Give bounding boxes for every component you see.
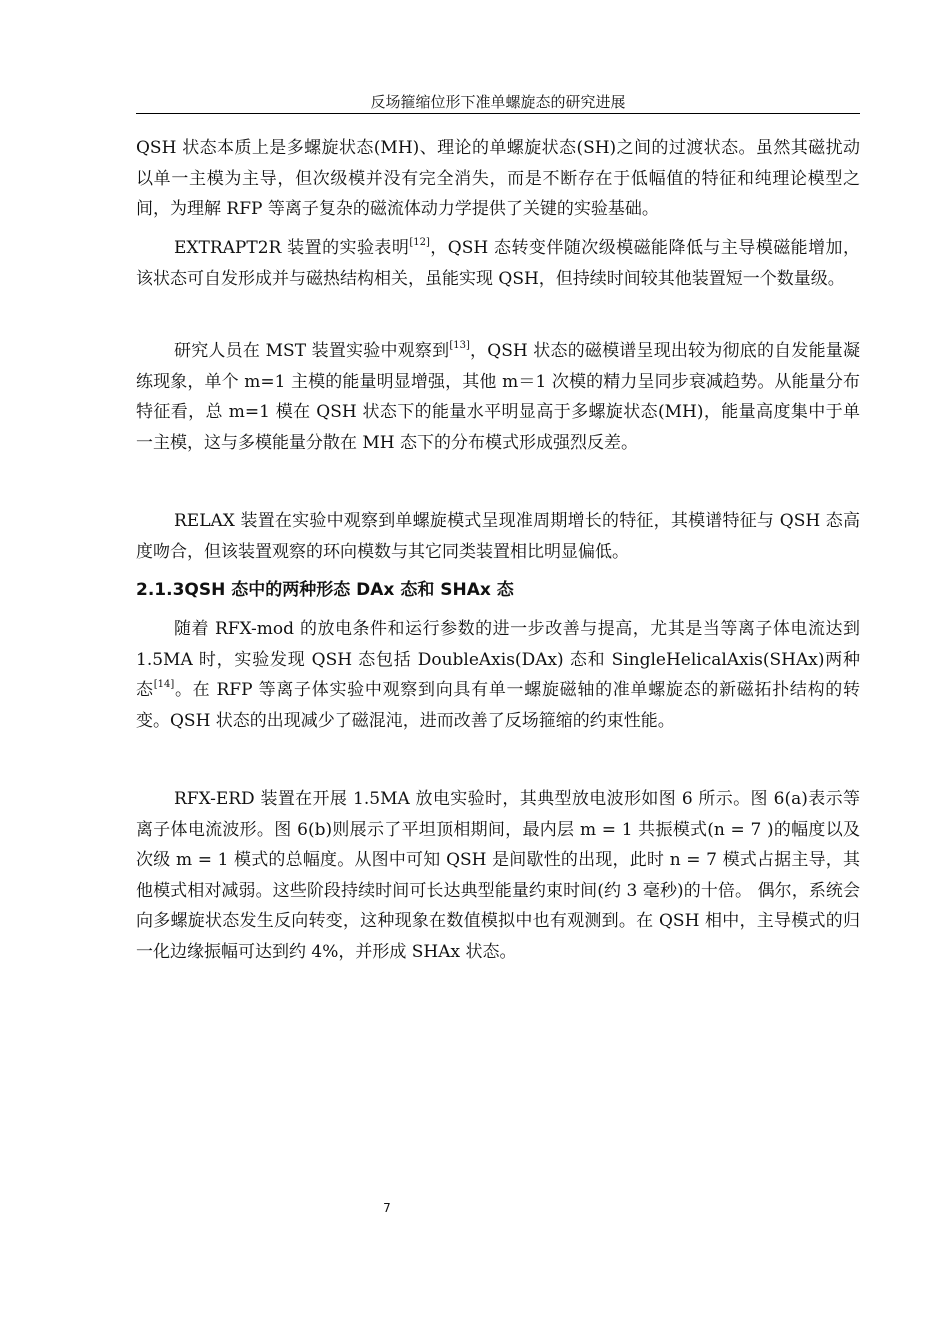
paragraph-text: 随着 RFX-mod 的放电条件和运行参数的进一步改善与提高，尤其是当等离子体电流达到 1.5MA 时，实验发现 QSH 态包括 DoubleAxis(DAx) 态和 SingleHelicalAxis(SHAx)两种态 [136, 619, 860, 700]
citation-ref: [12] [409, 237, 430, 249]
header-rule [136, 113, 860, 114]
paragraph-rfx-mod [136, 614, 860, 736]
paragraph-text: ，QSH 状态的磁模谱呈现出较为彻底的自发能量凝练现象，单个 m=1 主模的能量明显增强，其他 m＝1 次模的精力呈同步衰减趋势。从能量分布特征看，总 m=1 模在 QSH 状态下的能量水平明显高于多螺旋状态(MH)，能量高度集中于单一主模，这与多模能量分散在 MH 态下的分布模式形成强烈反差。 [136, 341, 861, 453]
paragraph-extrapt2r [136, 233, 860, 294]
paragraph-text: EXTRAPT2R 装置的实验表明 [174, 238, 410, 258]
paragraph-text: ，QSH 态转变伴随次级模磁能降低与主导模磁能增加，该状态可自发形成并与磁热结构相关，虽能实现 QSH，但持续时间较其他装置短一个数量级。 [136, 238, 860, 289]
paragraph-relax: RELAX 装置在实验中观察到单螺旋模式呈现准周期增长的特征，其模谱特征与 QSH 态高度吻合，但该装置观察的环向模数与其它同类装置相比明显偏低。 [136, 511, 860, 562]
citation-ref: [13] [449, 340, 470, 352]
paragraph-rfx-erd: RFX-ERD 装置在开展 1.5MA 放电实验时，其典型放电波形如图 6 所示。图 6(a)表示等离子体电流波形。图 6(b)则展示了平坦顶相期间，最内层 m = 1 共振模式(n = 7 )的幅度以及次级 m = 1 模式的总幅度。从图中可知 QSH 是间歇性的出现，此时 n = 7 模式占据主导，其他模式相对减弱。这些阶段持续时间可长达典型能量约束时间(约 3 毫秒)的十倍。 偶尔，系统会向多螺旋状态发生反向转变，这种现象在数值模拟中也有观测到。在 QSH 相中，主导模式的归一化边缘振幅可达到约 4%，并形成 SHAx 状态。 [136, 789, 860, 962]
paragraph-qsh-intro: QSH 状态本质上是多螺旋状态(MH)、理论的单螺旋状态(SH)之间的过渡状态。虽然其磁扰动以单一主模为主导，但次级模并没有完全消失，而是不断存在于低幅值的特征和纯理论模型之间，为理解 RFP 等离子复杂的磁流体动力学提供了关键的实验基础。 [136, 138, 860, 219]
paragraph-text: 。在 RFP 等离子体实验中观察到向具有单一螺旋磁轴的准单螺旋态的新磁拓扑结构的转变。QSH 状态的出现减少了磁混沌，进而改善了反场箍缩的约束性能。 [136, 680, 861, 731]
paragraph-text: 研究人员在 MST 装置实验中观察到 [174, 341, 450, 361]
citation-ref: [14] [153, 679, 175, 691]
page-header-title: 反场箍缩位形下准单螺旋态的研究进展 [370, 93, 626, 111]
paragraph-mst [136, 336, 860, 458]
section-heading-2-1-3: 2.1.3QSH 态中的两种形态 DAx 态和 SHAx 态 [136, 580, 514, 600]
page-number: 7 [383, 1201, 391, 1215]
